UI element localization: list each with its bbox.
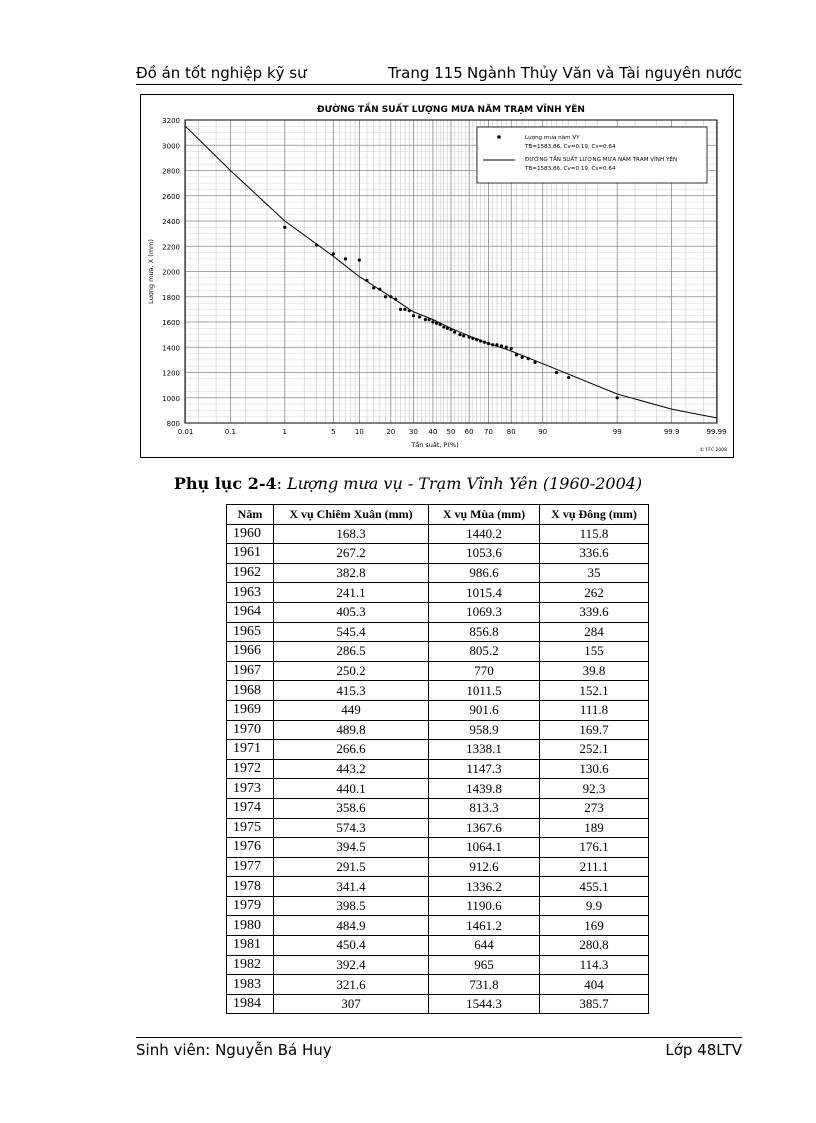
table-row	[227, 642, 649, 662]
table-cell: 1960	[227, 524, 274, 544]
table-cell: 1969	[227, 700, 274, 720]
table-cell: 92.3	[540, 779, 649, 799]
x-tick-label: 50	[446, 428, 456, 436]
data-point	[462, 334, 465, 337]
caption-title: Lượng mưa vụ - Trạm Vĩnh Yên (1960-2004)	[287, 474, 643, 493]
y-tick-label: 2600	[162, 192, 180, 201]
table-cell: 111.8	[540, 700, 649, 720]
table-cell: 1961	[227, 544, 274, 564]
table-cell: 1015.4	[429, 583, 540, 603]
y-tick-label: 1800	[162, 293, 180, 302]
data-point	[394, 298, 397, 301]
table-cell: 450.4	[274, 936, 429, 956]
table-cell: 9.9	[540, 896, 649, 916]
table-cell: 545.4	[274, 622, 429, 642]
frequency-chart	[140, 94, 734, 458]
chart-svg	[141, 95, 733, 457]
table-cell: 1367.6	[429, 818, 540, 838]
table-cell: 574.3	[274, 818, 429, 838]
data-point	[428, 318, 431, 321]
table-cell: 1967	[227, 661, 274, 681]
data-point	[431, 320, 434, 323]
legend-text: TB=1583.86, Cv=0.19, Cs=0.64	[525, 144, 616, 150]
table-cell: 1963	[227, 583, 274, 603]
table-row	[227, 681, 649, 701]
table-cell: 1981	[227, 936, 274, 956]
table-cell: 856.8	[429, 622, 540, 642]
table-cell: 1336.2	[429, 877, 540, 897]
table-cell: 252.1	[540, 740, 649, 760]
data-point	[479, 339, 482, 342]
footer-right: Lớp 48LTV	[665, 1041, 742, 1059]
table-cell: 415.3	[274, 681, 429, 701]
table-row	[227, 544, 649, 564]
header-rule	[136, 84, 742, 85]
table-cell: 440.1	[274, 779, 429, 799]
table-cell: 286.5	[274, 642, 429, 662]
data-point	[567, 376, 570, 379]
table-cell: 284	[540, 622, 649, 642]
table-row	[227, 896, 649, 916]
x-tick-label: 60	[464, 428, 474, 436]
table-cell: 1982	[227, 955, 274, 975]
table-cell: 1977	[227, 857, 274, 877]
data-point	[412, 314, 415, 317]
table-cell: 394.5	[274, 838, 429, 858]
data-point	[315, 243, 318, 246]
table-cell: 358.6	[274, 798, 429, 818]
table-row	[227, 700, 649, 720]
table-cell: 189	[540, 818, 649, 838]
table-cell: 1338.1	[429, 740, 540, 760]
y-tick-label: 3200	[162, 117, 180, 125]
data-point	[446, 327, 449, 330]
table-cell: 39.8	[540, 661, 649, 681]
y-tick-label: 800	[166, 420, 180, 428]
col-header-winter: X vụ Đông (mm)	[540, 505, 649, 525]
table-cell: 912.6	[429, 857, 540, 877]
table-cell: 1190.6	[429, 896, 540, 916]
legend-text: ĐƯỜNG TẦN SUẤT LƯỢNG MƯA NĂM TRẠM VĨNH YÊN	[525, 157, 678, 163]
table-cell: 1979	[227, 896, 274, 916]
table-cell: 1973	[227, 779, 274, 799]
y-tick-label: 1600	[162, 319, 180, 327]
table-cell: 965	[429, 955, 540, 975]
data-point	[378, 288, 381, 291]
table-cell: 1461.2	[429, 916, 540, 936]
table-cell: 1978	[227, 877, 274, 897]
data-point	[521, 356, 524, 359]
table-row	[227, 994, 649, 1014]
table-cell: 266.6	[274, 740, 429, 760]
table-cell: 169	[540, 916, 649, 936]
table-row	[227, 563, 649, 583]
data-point	[365, 279, 368, 282]
legend-text: Lượng mưa năm VY	[525, 135, 580, 141]
x-axis-label: Tần suất, P(%)	[411, 441, 459, 449]
data-point	[344, 257, 347, 260]
x-tick-label: 0.1	[224, 428, 236, 436]
data-point	[491, 343, 494, 346]
table-cell: 770	[429, 661, 540, 681]
data-point	[389, 295, 392, 298]
y-tick-label: 1400	[162, 344, 180, 353]
table-row	[227, 818, 649, 838]
table-header-row	[227, 505, 649, 525]
table-cell: 731.8	[429, 975, 540, 995]
rainfall-table	[226, 504, 649, 1014]
data-point	[372, 286, 375, 289]
table-cell: 1974	[227, 798, 274, 818]
data-point	[332, 252, 335, 255]
x-tick-label: 99.99	[706, 428, 727, 436]
data-point	[495, 343, 498, 346]
table-cell: 1064.1	[429, 838, 540, 858]
table-cell: 901.6	[429, 700, 540, 720]
data-point	[453, 331, 456, 334]
table-cell: 341.4	[274, 877, 429, 897]
data-point	[403, 308, 406, 311]
table-cell: 152.1	[540, 681, 649, 701]
y-tick-label: 2400	[162, 218, 180, 226]
col-header-year: Năm	[227, 505, 274, 525]
table-cell: 813.3	[429, 798, 540, 818]
table-row	[227, 838, 649, 858]
table-cell: 1966	[227, 642, 274, 662]
table-cell: 382.8	[274, 563, 429, 583]
data-point	[500, 344, 503, 347]
data-point	[510, 347, 513, 350]
table-cell: 1980	[227, 916, 274, 936]
table-row	[227, 524, 649, 544]
chart-title: ĐƯỜNG TẦN SUẤT LƯỢNG MƯA NĂM TRẠM VĨNH YÊN	[317, 105, 585, 115]
y-tick-label: 1200	[162, 369, 180, 378]
x-tick-label: 10	[354, 428, 364, 436]
table-cell: 280.8	[540, 936, 649, 956]
data-point	[384, 295, 387, 298]
x-tick-label: 0.01	[177, 428, 194, 436]
table-row	[227, 740, 649, 760]
table-cell: 262	[540, 583, 649, 603]
table-cell: 130.6	[540, 759, 649, 779]
data-point	[515, 353, 518, 356]
legend-box	[477, 127, 707, 183]
data-point	[435, 322, 438, 325]
header-left: Đồ án tốt nghiệp kỹ sư	[136, 64, 307, 82]
table-cell: 1147.3	[429, 759, 540, 779]
data-point	[449, 328, 452, 331]
table-cell: 115.8	[540, 524, 649, 544]
table-caption: Phụ lục 2-4: Lượng mưa vụ - Trạm Vĩnh Yên (1960-2004)	[173, 474, 643, 493]
data-point	[408, 309, 411, 312]
table-cell: 443.2	[274, 759, 429, 779]
table-row	[227, 661, 649, 681]
table-cell: 958.9	[429, 720, 540, 740]
table-row	[227, 916, 649, 936]
table-cell: 250.2	[274, 661, 429, 681]
table-cell: 273	[540, 798, 649, 818]
table-cell: 1962	[227, 563, 274, 583]
table-cell: 176.1	[540, 838, 649, 858]
table-cell: 307	[274, 994, 429, 1014]
data-point	[439, 323, 442, 326]
data-point	[442, 325, 445, 328]
y-tick-label: 1000	[162, 394, 180, 403]
table-cell: 1983	[227, 975, 274, 995]
table-cell: 484.9	[274, 916, 429, 936]
col-header-summer: X vụ Mùa (mm)	[429, 505, 540, 525]
table-row	[227, 622, 649, 642]
data-point	[458, 333, 461, 336]
footer-rule	[136, 1037, 742, 1038]
table-cell: 1971	[227, 740, 274, 760]
table-cell: 404	[540, 975, 649, 995]
table-cell: 1439.8	[429, 779, 540, 799]
table-row	[227, 602, 649, 622]
table-cell: 986.6	[429, 563, 540, 583]
table-cell: 211.1	[540, 857, 649, 877]
data-point	[418, 315, 421, 318]
data-point	[483, 341, 486, 344]
legend-marker	[497, 135, 501, 139]
table-row	[227, 936, 649, 956]
table-cell: 489.8	[274, 720, 429, 740]
table-cell: 644	[429, 936, 540, 956]
table-cell: 1968	[227, 681, 274, 701]
x-tick-label: 99.9	[663, 428, 680, 436]
table-cell: 1970	[227, 720, 274, 740]
table-cell: 1975	[227, 818, 274, 838]
x-tick-label: 99	[612, 428, 622, 436]
table-cell: 1069.3	[429, 602, 540, 622]
table-cell: 1053.6	[429, 544, 540, 564]
y-tick-label: 3000	[162, 142, 180, 151]
table-cell: 805.2	[429, 642, 540, 662]
table-row	[227, 975, 649, 995]
table-cell: 241.1	[274, 583, 429, 603]
col-header-spring: X vụ Chiêm Xuân (mm)	[274, 505, 429, 525]
table-cell: 336.6	[540, 544, 649, 564]
x-tick-label: 20	[386, 428, 396, 436]
table-cell: 392.4	[274, 955, 429, 975]
data-point	[358, 259, 361, 262]
data-point	[555, 371, 558, 374]
table-cell: 1984	[227, 994, 274, 1014]
table-row	[227, 583, 649, 603]
x-tick-label: 90	[538, 428, 548, 436]
data-point	[487, 342, 490, 345]
legend-text: TB=1583.86, Cv=0.19, Cs=0.64	[525, 166, 616, 172]
table-cell: 455.1	[540, 877, 649, 897]
table-cell: 385.7	[540, 994, 649, 1014]
watermark-text: © FFC 2008	[699, 448, 727, 453]
x-tick-label: 1	[282, 428, 288, 436]
table-cell: 1972	[227, 759, 274, 779]
table-row	[227, 759, 649, 779]
footer-left: Sinh viên: Nguyễn Bá Huy	[136, 1041, 332, 1059]
table-cell: 1440.2	[429, 524, 540, 544]
x-tick-label: 30	[409, 428, 418, 436]
data-point	[283, 226, 286, 229]
header-right: Ngành Thủy Văn và Tài nguyên nước	[467, 64, 742, 82]
data-point	[475, 338, 478, 341]
table-cell: 1965	[227, 622, 274, 642]
table-cell: 267.2	[274, 544, 429, 564]
table-cell: 168.3	[274, 524, 429, 544]
data-point	[399, 308, 402, 311]
header-page-number: Trang 115	[388, 64, 463, 82]
data-point	[424, 318, 427, 321]
table-cell: 155	[540, 642, 649, 662]
x-tick-label: 80	[506, 428, 516, 436]
table-row	[227, 857, 649, 877]
table-cell: 321.6	[274, 975, 429, 995]
table-row	[227, 955, 649, 975]
table-cell: 291.5	[274, 857, 429, 877]
table-cell: 114.3	[540, 955, 649, 975]
y-tick-label: 2200	[162, 243, 180, 252]
data-point	[505, 346, 508, 349]
table-row	[227, 877, 649, 897]
y-tick-label: 2000	[162, 268, 180, 277]
table-row	[227, 779, 649, 799]
data-point	[471, 337, 474, 340]
caption-label: Phụ lục 2-4	[173, 474, 277, 493]
table-cell: 1544.3	[429, 994, 540, 1014]
table-cell: 35	[540, 563, 649, 583]
table-row	[227, 798, 649, 818]
table-cell: 398.5	[274, 896, 429, 916]
x-tick-label: 70	[484, 428, 493, 436]
table-cell: 1964	[227, 602, 274, 622]
data-point	[616, 396, 619, 399]
data-point	[468, 336, 471, 339]
table-cell: 1011.5	[429, 681, 540, 701]
table-cell: 1976	[227, 838, 274, 858]
table-cell: 339.6	[540, 602, 649, 622]
data-point	[527, 357, 530, 360]
x-tick-label: 40	[428, 428, 438, 436]
y-axis-label: Lượng mưa, X (mm)	[147, 239, 155, 304]
x-tick-label: 5	[331, 428, 336, 436]
table-cell: 169.7	[540, 720, 649, 740]
table-cell: 405.3	[274, 602, 429, 622]
table-row	[227, 720, 649, 740]
data-point	[533, 361, 536, 364]
table-cell: 449	[274, 700, 429, 720]
y-tick-label: 2800	[162, 167, 180, 176]
